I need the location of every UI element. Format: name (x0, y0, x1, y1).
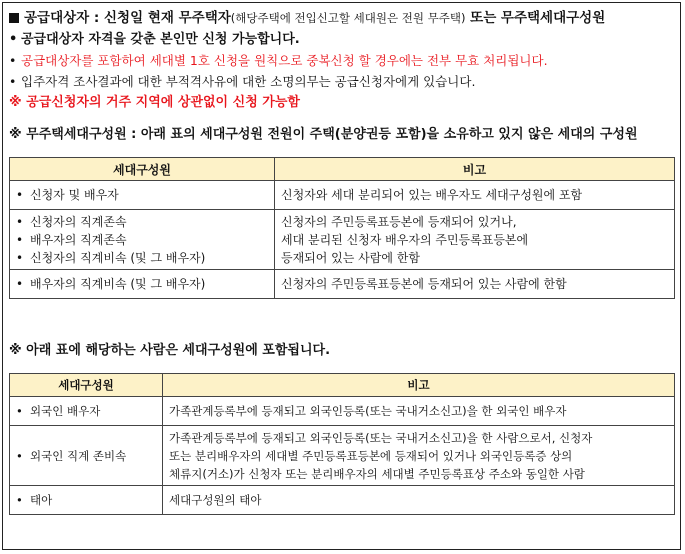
member-cell: • 외국인 직계 존비속 (10, 426, 163, 486)
dot-icon: • (9, 53, 17, 68)
table-row (10, 270, 675, 299)
member-cell: • 외국인 배우자 (10, 397, 163, 426)
table-row (10, 181, 675, 210)
col-header-member: 세대구성원 (10, 158, 275, 181)
supply-target-heading (9, 9, 605, 27)
col-header-note: 비고 (163, 374, 675, 397)
dot-icon: • (9, 32, 18, 47)
member-cell: • 태아 (10, 486, 163, 515)
table-row (10, 426, 675, 486)
note-cell: 가족관계등록부에 등재되고 외국인등록(또는 국내거소신고)을 한 외국인 배우자 (163, 397, 675, 426)
heading-main: 공급대상자 : 신청일 현재 무주택자 (24, 10, 231, 26)
table-row (10, 397, 675, 426)
note-cell: 신청자의 주민등록표등본에 등재되어 있는 사람에 한함 (275, 270, 675, 299)
table-row (10, 210, 675, 270)
heading-paren: (해당주택에 전입신고할 세대원은 전원 무주택) (230, 11, 466, 25)
bullet-obligation: • 입주자격 조사결과에 대한 부적격사유에 대한 소명의무는 공급신청자에게 있습니다. (9, 74, 476, 89)
member-cell: • 배우자의 직계비속 (및 그 배우자) (10, 270, 275, 299)
bullet-duplicate-warning: • 공급대상자를 포함하여 세대별 1호 신청을 원칙으로 중복신청 할 경우에는 전부 무효 처리됩니다. (9, 53, 548, 68)
col-header-member: 세대구성원 (10, 374, 163, 397)
region-note: ※ 공급신청자의 거주 지역에 상관없이 신청 가능함 (9, 95, 300, 110)
household-members-table (9, 157, 675, 299)
square-bullet-icon (9, 13, 19, 23)
table1-intro: ※ 무주택세대구성원 : 아래 표의 세대구성원 전원이 주택(분양권등 포함)을 소유하고 있지 않은 세대의 구성원 (9, 127, 638, 142)
table-row (10, 486, 675, 515)
table2-intro: ※ 아래 표에 해당하는 사람은 세대구성원에 포함됩니다. (9, 343, 331, 358)
bullet-eligibility: • 공급대상자 자격을 갖춘 본인만 신청 가능합니다. (9, 32, 300, 47)
note-cell: 신청자의 주민등록표등본에 등재되어 있거나, 세대 분리된 신청자 배우자의 주민등록표등본에 등재되어 있는 사람에 한함 (275, 210, 675, 270)
dot-icon: • (9, 74, 17, 89)
heading-tail: 또는 무주택세대구성원 (465, 10, 606, 26)
member-cell: • 신청자 및 배우자 (10, 181, 275, 210)
col-header-note: 비고 (275, 158, 675, 181)
note-cell: 가족관계등록부에 등재되고 외국인등록(또는 국내거소신고)을 한 사람으로서, 신청자 또는 분리배우자의 세대별 주민등록표등본에 등재되어 있거나 외국인등록증 상의 체류지(거소)가 신청자 또는 분리배우자의 세대별 주민등록표상 주소와 동일한 사람 (163, 426, 675, 486)
note-cell: 세대구성원의 태아 (163, 486, 675, 515)
note-cell: 신청자와 세대 분리되어 있는 배우자도 세대구성원에 포함 (275, 181, 675, 210)
included-members-table (9, 373, 675, 515)
member-cell: • 신청자의 직계존속 • 배우자의 직계존속 • 신청자의 직계비속 (및 그 배우자) (10, 210, 275, 270)
